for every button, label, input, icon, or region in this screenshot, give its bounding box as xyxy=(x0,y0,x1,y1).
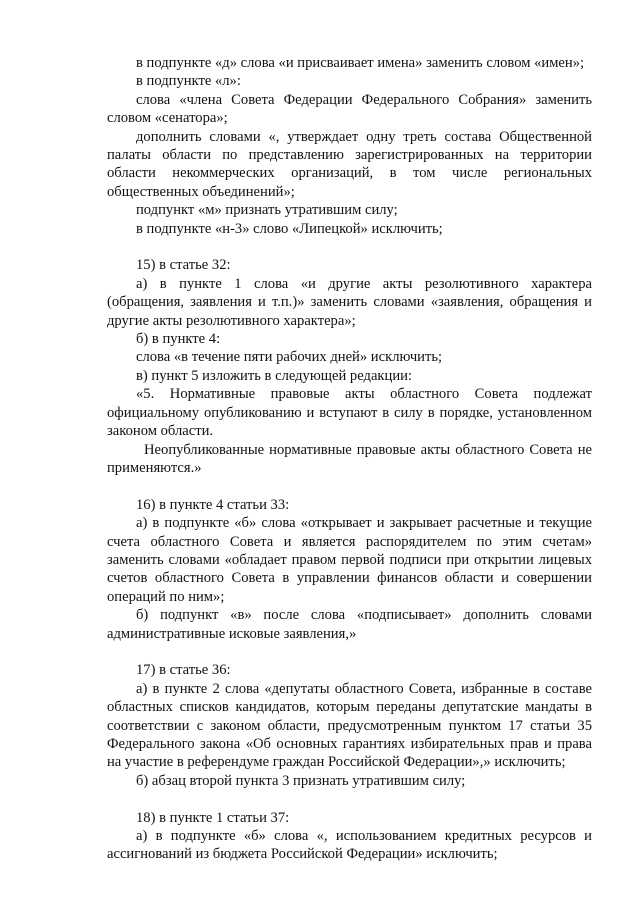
paragraph: б) в пункте 4: xyxy=(136,331,221,348)
section-heading: 15) в статье 32: xyxy=(136,257,231,274)
paragraph: дополнить словами «, утверждает одну треть состава Общественной палаты области по представлению зарегистрированных на территории области некоммерческих организаций, в том числе региональных общественных объединений»; xyxy=(107,128,592,200)
paragraph: в подпункте «л»: xyxy=(136,73,241,90)
section-heading: 18) в пункте 1 статьи 37: xyxy=(136,809,290,826)
paragraph-spacer xyxy=(107,238,592,256)
paragraph: а) в пункте 2 слова «депутаты областного Совета, избранные в составе областных списков кандидатов, которым переданы депутатские мандаты в соответствии с законом области, предусмотренным пунктом 17 статьи 35 Федерального закона «Об основных гарантиях избирательных прав и права на участие в референдуме граждан Российской Федерации»,» исключить; xyxy=(107,680,592,771)
paragraph: а) в пункте 1 слова «и другие акты резолютивного характера (обращения, заявления и т.п.)» заменить словами «заявления, обращения и другие акты резолютивного характера»; xyxy=(107,275,592,329)
paragraph: в) пункт 5 изложить в следующей редакции: xyxy=(136,367,412,384)
paragraph-spacer xyxy=(107,643,592,661)
paragraph-spacer xyxy=(107,477,592,495)
paragraph: слова «члена Совета Федерации Федерального Собрания» заменить словом «сенатора»; xyxy=(107,91,592,127)
paragraph: слова «в течение пяти рабочих дней» исключить; xyxy=(136,349,443,366)
paragraph: «5. Нормативные правовые акты областного Совета подлежат официальному опубликованию и вступают в силу в порядке, установленном законом области. xyxy=(107,386,592,440)
paragraph: а) в подпункте «б» слова «, использованием кредитных ресурсов и ассигнований из бюджета Российской Федерации» исключить; xyxy=(107,828,592,863)
paragraph: б) подпункт «в» после слова «подписывает» дополнить словами административные исковые заявления,» xyxy=(107,607,592,642)
paragraph: а) в подпункте «б» слова «открывает и закрывает расчетные и текущие счета областного Совета и является распорядителем по этим счетам» заменить словами «обладает правом первой подписи при открытии лицевых счетов областного Совета в управлении финансов области и совершении операций по ним»; xyxy=(107,515,592,605)
paragraph: подпункт «м» признать утратившим силу; xyxy=(136,202,398,219)
paragraph: Неопубликованные нормативные правовые акты областного Совета не применяются.» xyxy=(107,441,592,476)
paragraph-spacer xyxy=(107,790,592,808)
paragraph: в подпункте «д» слова «и присваивает имена» заменить словом «имен»; xyxy=(136,55,585,71)
document-page xyxy=(107,54,592,864)
section-heading: 17) в статье 36: xyxy=(136,662,231,679)
paragraph: в подпункте «н-3» слово «Липецкой» исключить; xyxy=(136,220,443,237)
section-heading: 16) в пункте 4 статьи 33: xyxy=(136,496,290,513)
paragraph: б) абзац второй пункта 3 признать утратившим силу; xyxy=(136,772,466,789)
